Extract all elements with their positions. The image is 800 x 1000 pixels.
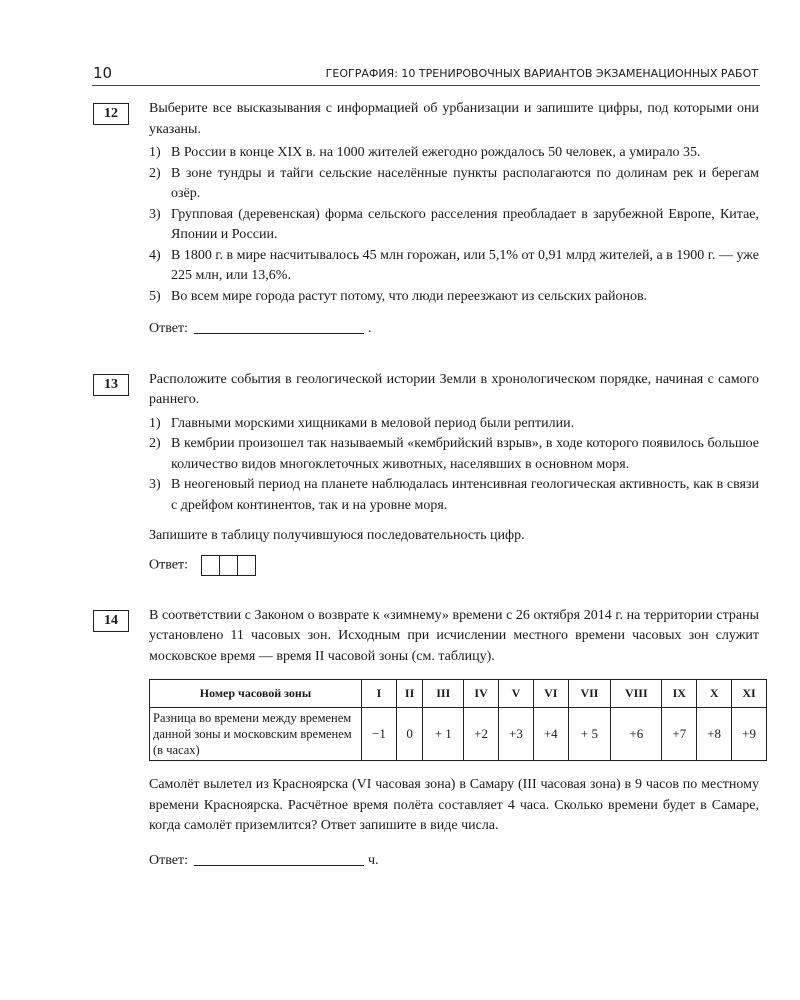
diff-cell: −1 <box>362 708 397 761</box>
answer-cell[interactable] <box>201 555 220 576</box>
question-prompt: Самолёт вылетел из Красноярска (VI часовая зона) в Самару (III часовая зона) в 9 часов по местному времени Красноярска. Расчётное время полёта составляет 4 часа. Сколько времени будет в Самаре, когда самолёт приземлится? Ответ запишите в виде числа. <box>149 777 759 834</box>
diff-cell: +2 <box>464 708 499 761</box>
zone-cell: V <box>499 680 534 708</box>
question-number-12: 12 <box>93 103 129 125</box>
answer-cells[interactable] <box>202 555 256 576</box>
question-14 <box>149 606 759 872</box>
list-item <box>149 164 759 205</box>
answer-field[interactable] <box>194 333 364 334</box>
diff-cell: + 1 <box>423 708 464 761</box>
running-title: ГЕОГРАФИЯ: 10 ТРЕНИРОВОЧНЫХ ВАРИАНТОВ ЭКЗАМЕНАЦИОННЫХ РАБОТ <box>325 67 758 80</box>
item-text: В неогеновый период на планете наблюдалась интенсивная геологическая активность, как в связи с дрейфом континентов, так и на уровне моря. <box>171 477 759 513</box>
item-text: В 1800 г. в мире насчитывалось 45 млн горожан, или 5,1% от 0,91 млрд жителей, а в 1900 г. — уже 225 млн, или 13,6%. <box>171 247 759 283</box>
item-text: В России в конце XIX в. на 1000 жителей ежегодно рождалось 50 человек, а умирало 35. <box>171 145 701 160</box>
diff-cell: +8 <box>697 708 732 761</box>
item-text: Групповая (деревенская) форма сельского расселения преобладает в зарубежной Европе, Китае, Японии и России. <box>171 206 759 242</box>
answer-cell[interactable] <box>237 555 256 576</box>
answer-suffix: ч. <box>367 852 379 868</box>
list-item <box>149 475 759 516</box>
question-number-14: 14 <box>93 610 129 632</box>
zone-cell: II <box>396 680 423 708</box>
item-text: В зоне тундры и тайги сельские населённые пункты располагаются по долинам рек и берегам озёр. <box>171 165 759 201</box>
zone-cell: VII <box>568 680 611 708</box>
question-number-13: 13 <box>93 374 129 396</box>
item-number: 1) <box>149 415 161 431</box>
diff-cell: + 5 <box>568 708 611 761</box>
options-list <box>149 414 759 517</box>
question-text: Выберите все высказывания с информацией об урбанизации и запишите цифры, под которыми они указаны. <box>149 101 759 137</box>
item-number: 5) <box>149 288 161 304</box>
answer-field[interactable] <box>194 865 364 866</box>
item-number: 3) <box>149 206 161 222</box>
diff-cell: +4 <box>533 708 568 761</box>
answer-label: Ответ: <box>149 557 188 573</box>
answer-label: Ответ: <box>149 852 188 868</box>
diff-cell: +6 <box>611 708 662 761</box>
instruction: Запишите в таблицу получившуюся последовательность цифр. <box>149 528 525 543</box>
answer-suffix: . <box>367 321 372 336</box>
page-number: 10 <box>93 64 113 82</box>
answer-label: Ответ: <box>149 321 188 336</box>
question-14-row <box>93 606 760 872</box>
item-number: 1) <box>149 145 161 160</box>
table-row <box>150 708 767 761</box>
answer-cell[interactable] <box>219 555 238 576</box>
time-zone-table <box>149 679 767 761</box>
header-cell: Номер часовой зоны <box>150 680 362 708</box>
zone-cell: XI <box>732 680 767 708</box>
answer-row <box>149 851 759 872</box>
zone-cell: VIII <box>611 680 662 708</box>
question-13 <box>149 370 759 576</box>
item-number: 2) <box>149 436 161 451</box>
header-divider <box>92 85 760 86</box>
item-text: В кембрии произошел так называемый «кембрийский взрыв», в ходе которого появилось большое количество видов многоклеточных животных, населявших в основном моря. <box>171 436 759 472</box>
zone-cell: VI <box>533 680 568 708</box>
zone-cell: IX <box>662 680 697 708</box>
zone-cell: I <box>362 680 397 708</box>
options-list <box>149 143 759 307</box>
row-label: Разница во времени между временем данной зоны и московским временем (в часах) <box>150 708 362 761</box>
list-item <box>149 434 759 475</box>
question-13-row <box>93 370 760 576</box>
list-item <box>149 143 759 164</box>
answer-row <box>149 555 759 576</box>
zone-cell: IV <box>464 680 499 708</box>
item-number: 4) <box>149 247 161 263</box>
list-item <box>149 246 759 287</box>
item-number: 2) <box>149 165 161 181</box>
list-item <box>149 205 759 246</box>
question-text: Расположите события в геологической истории Земли в хронологическом порядке, начиная с самого раннего. <box>149 371 759 407</box>
diff-cell: +3 <box>499 708 534 761</box>
answer-row <box>149 319 759 340</box>
diff-cell: 0 <box>396 708 423 761</box>
question-12-row <box>93 99 760 340</box>
list-item <box>149 287 759 308</box>
zone-cell: X <box>697 680 732 708</box>
diff-cell: +9 <box>732 708 767 761</box>
question-12 <box>149 99 759 340</box>
list-item <box>149 414 759 435</box>
question-text: В соответствии с Законом о возврате к «зимнему» времени с 26 октября 2014 г. на территории страны установлено 11 часовых зон. Исходным при исчислении местного времени часовых зон служит московское время — время II часовой зоны (см. таблицу). <box>149 607 759 664</box>
item-text: Во всем мире города растут потому, что люди переезжают из сельских районов. <box>171 288 648 304</box>
item-number: 3) <box>149 477 161 492</box>
item-text: Главными морскими хищниками в меловой период были рептилии. <box>171 415 575 431</box>
diff-cell: +7 <box>662 708 697 761</box>
table-header-row <box>150 680 767 708</box>
zone-cell: III <box>423 680 464 708</box>
